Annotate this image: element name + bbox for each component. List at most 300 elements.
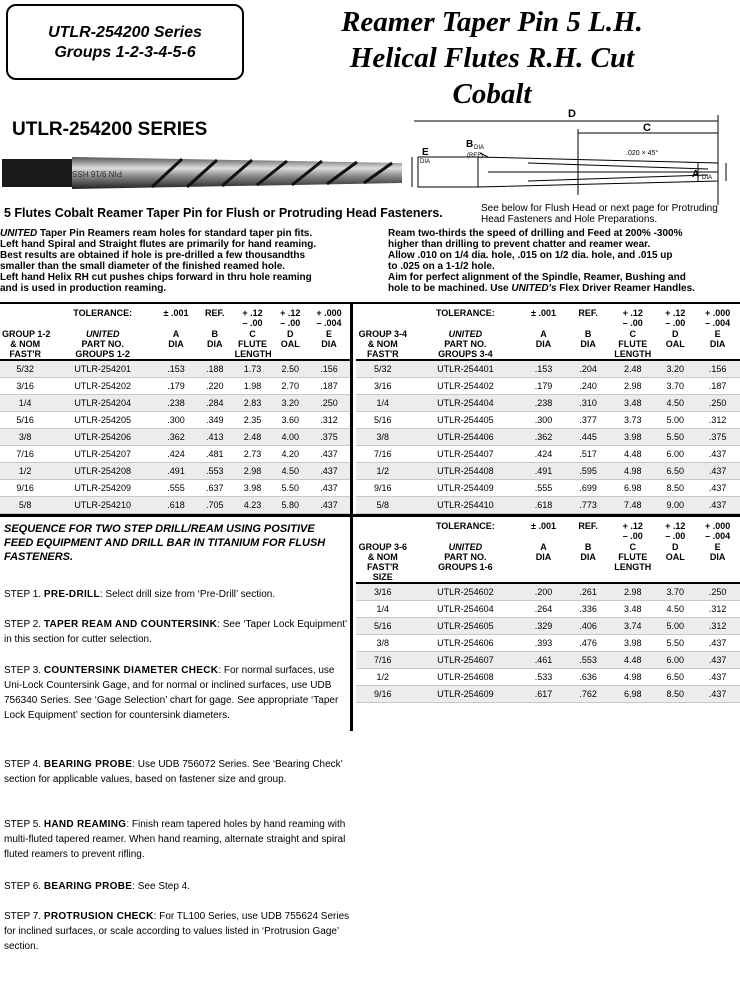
table-cell: 8.50 — [655, 686, 695, 703]
dim-label-b-ref: (REF) — [467, 153, 483, 159]
step-number: STEP 7. — [4, 911, 44, 922]
table-cell: .336 — [566, 601, 611, 618]
table-cell: 5.50 — [272, 480, 308, 497]
table-row — [0, 378, 350, 395]
table-row — [356, 378, 740, 395]
table-cell: .312 — [695, 618, 740, 635]
table-cell: .437 — [695, 669, 740, 686]
table-cell: 3.48 — [610, 395, 655, 412]
tolerance-c: + .12 – .00 — [622, 521, 643, 541]
series-heading: UTLR-254200 SERIES — [12, 119, 208, 140]
column-header-c: C FLUTE LENGTH — [610, 541, 655, 583]
table-cell: .553 — [566, 652, 611, 669]
table-cell: 5/8 — [0, 497, 50, 514]
table-cell: 1/2 — [0, 463, 50, 480]
table-cell: 9/16 — [356, 686, 410, 703]
step-text: : Use UDB 756072 Series. See ‘Bearing Check’ section for applicable values, based on fastener size and group. — [4, 759, 343, 785]
step-text: : See ‘Taper Lock Equipment’ in this section for cutter selection. — [4, 619, 347, 645]
tolerance-spacer — [356, 308, 410, 328]
table-cell: 3/8 — [0, 429, 50, 446]
table-cell: 3.20 — [272, 395, 308, 412]
table-cell: .595 — [566, 463, 611, 480]
dim-label-a-sub: DIA — [702, 175, 713, 181]
tolerance-spacer — [0, 308, 50, 328]
spec-table-groups-1-2 — [0, 308, 350, 514]
table-cell: .240 — [566, 378, 611, 395]
column-header-part: UNITED PART NO. GROUPS 3-4 — [410, 328, 522, 360]
intro-right-line-5: Aim for perfect alignment of the Spindle, Reamer, Bushing and — [388, 272, 686, 283]
dim-chamfer: .020 × 45° — [626, 150, 659, 157]
table-cell: .312 — [308, 412, 350, 429]
table-cell: UTLR-254410 — [410, 497, 522, 514]
table-cell: UTLR-254406 — [410, 429, 522, 446]
table-cell: 1/4 — [356, 601, 410, 618]
step-text: : See Step 4. — [132, 881, 191, 892]
table-cell: UTLR-254605 — [410, 618, 522, 635]
table-row — [0, 429, 350, 446]
table-cell: .437 — [695, 635, 740, 652]
table-cell: .491 — [521, 463, 566, 480]
table-cell: .238 — [521, 395, 566, 412]
column-header-c: C FLUTE LENGTH — [610, 328, 655, 360]
table-cell: 3.98 — [610, 635, 655, 652]
table-cell: UTLR-254606 — [410, 635, 522, 652]
table-cell: 1.73 — [233, 360, 273, 378]
table-cell: .377 — [566, 412, 611, 429]
table-cell: UTLR-254408 — [410, 463, 522, 480]
table-cell: .437 — [695, 652, 740, 669]
tolerance-e: + .000 – .004 — [316, 308, 342, 328]
table-cell: .437 — [695, 480, 740, 497]
table-cell: 5.50 — [655, 429, 695, 446]
table-cell: 5/32 — [0, 360, 50, 378]
step-number: STEP 1. — [4, 589, 44, 600]
table-cell: UTLR-254210 — [50, 497, 155, 514]
sequence-step — [4, 817, 350, 862]
table-cell: 2.73 — [233, 446, 273, 463]
table-cell: .437 — [695, 446, 740, 463]
table-cell: .424 — [521, 446, 566, 463]
table-cell: .437 — [308, 480, 350, 497]
table-cell: 4.98 — [610, 669, 655, 686]
table-cell: .250 — [695, 583, 740, 601]
tolerance-b: REF. — [578, 308, 598, 318]
intro-right-line-1: Ream two-thirds the speed of drilling and Feed at 200% -300% — [388, 228, 683, 239]
table-cell: UTLR-254202 — [50, 378, 155, 395]
dim-label-c: C — [643, 122, 651, 134]
column-header-part: UNITED PART NO. GROUPS 1-6 — [410, 541, 522, 583]
step-heading: PRE-DRILL — [43, 589, 100, 600]
table-cell: .156 — [695, 360, 740, 378]
table-cell: 4.00 — [272, 429, 308, 446]
table-cell: .153 — [521, 360, 566, 378]
table-cell: .555 — [155, 480, 197, 497]
table-row — [356, 463, 740, 480]
intro-left-line-1: Taper Pin Reamers ream holes for standard taper pin fits. — [37, 228, 313, 239]
table-cell: .437 — [695, 463, 740, 480]
column-header-group: GROUP 3-4 & NOM FAST'R — [356, 328, 410, 360]
table-cell: 4.50 — [655, 601, 695, 618]
table-cell: .300 — [521, 412, 566, 429]
table-cell: UTLR-254206 — [50, 429, 155, 446]
table-cell: 2.35 — [233, 412, 273, 429]
table-cell: 2.50 — [272, 360, 308, 378]
table-cell: .705 — [197, 497, 233, 514]
table-cell: .188 — [197, 360, 233, 378]
table-cell: UTLR-254608 — [410, 669, 522, 686]
table-cell: .533 — [521, 669, 566, 686]
table-cell: UTLR-254201 — [50, 360, 155, 378]
intro-right — [388, 228, 738, 294]
step-text: : Select drill size from ‘Pre-Drill’ section. — [99, 589, 276, 600]
table-cell: .264 — [521, 601, 566, 618]
tolerance-d: + .12 – .00 — [665, 521, 686, 541]
sub-heading: 5 Flutes Cobalt Reamer Taper Pin for Flush or Protruding Head Fasteners. — [4, 206, 443, 220]
table-cell: 1/2 — [356, 669, 410, 686]
table-row — [356, 480, 740, 497]
tolerance-a: ± .001 — [531, 308, 556, 318]
table-cell: 3.98 — [233, 480, 273, 497]
page-title — [252, 4, 732, 112]
column-header-d: D OAL — [655, 328, 695, 360]
table-cell: 1.98 — [233, 378, 273, 395]
badge-series: UTLR-254200 Series — [48, 24, 202, 41]
dim-label-b: B — [466, 139, 474, 150]
table-row — [356, 412, 740, 429]
table-cell: 7.48 — [610, 497, 655, 514]
table-cell: UTLR-254607 — [410, 652, 522, 669]
table-cell: 6.50 — [655, 463, 695, 480]
column-header-b: B DIA — [197, 328, 233, 360]
divider-vertical-upper — [350, 304, 353, 517]
title-line-2: Helical Flutes R.H. Cut — [349, 42, 635, 74]
table-cell: 5/16 — [0, 412, 50, 429]
table-cell: .437 — [695, 497, 740, 514]
table-cell: .156 — [308, 360, 350, 378]
divider-vertical-lower — [350, 517, 353, 731]
table-cell: .375 — [308, 429, 350, 446]
table-cell: 6.98 — [610, 686, 655, 703]
tolerance-label: TOLERANCE: — [435, 521, 495, 531]
table-cell: .179 — [155, 378, 197, 395]
table-cell: 5.00 — [655, 618, 695, 635]
table-cell: UTLR-254402 — [410, 378, 522, 395]
table-cell: 3.20 — [655, 360, 695, 378]
table-cell: .461 — [521, 652, 566, 669]
table-cell: .284 — [197, 395, 233, 412]
table-cell: UTLR-254404 — [410, 395, 522, 412]
intro-left-line-2: Left hand Spiral and Straight flutes are primarily for hand reaming. — [0, 239, 317, 250]
table-cell: 5/16 — [356, 412, 410, 429]
table-cell: 4.50 — [272, 463, 308, 480]
dim-label-d: D — [568, 108, 576, 120]
table-cell: 5.80 — [272, 497, 308, 514]
table-cell: 7/16 — [356, 446, 410, 463]
table-row — [356, 601, 740, 618]
table-cell: 3/8 — [356, 429, 410, 446]
table-cell: 5/32 — [356, 360, 410, 378]
table-cell: .424 — [155, 446, 197, 463]
table-cell: .312 — [695, 601, 740, 618]
table-cell: 1/4 — [356, 395, 410, 412]
tolerance-a: ± .001 — [531, 521, 556, 531]
tolerance-e: + .000 – .004 — [705, 308, 731, 328]
table-cell: 1/2 — [356, 463, 410, 480]
dim-label-e-sub: DIA — [420, 159, 431, 165]
table-row — [356, 652, 740, 669]
table-cell: 8.50 — [655, 480, 695, 497]
table-cell: UTLR-254609 — [410, 686, 522, 703]
table-cell: .553 — [197, 463, 233, 480]
table-cell: .406 — [566, 618, 611, 635]
table-cell: UTLR-254204 — [50, 395, 155, 412]
table-cell: 4.23 — [233, 497, 273, 514]
table-cell: UTLR-254205 — [50, 412, 155, 429]
table-row — [356, 618, 740, 635]
table-cell: .517 — [566, 446, 611, 463]
table-cell: .204 — [566, 360, 611, 378]
table-cell: .437 — [308, 463, 350, 480]
table-cell: .393 — [521, 635, 566, 652]
table-cell: UTLR-254602 — [410, 583, 522, 601]
column-header-e: E DIA — [695, 328, 740, 360]
table-row — [356, 635, 740, 652]
intro-left-line-6: and is used in production reaming. — [0, 283, 167, 294]
table-cell: 1/4 — [0, 395, 50, 412]
table-cell: 5/16 — [356, 618, 410, 635]
table-cell: .555 — [521, 480, 566, 497]
intro-right-brand: UNITED's — [511, 283, 557, 294]
table-cell: UTLR-254407 — [410, 446, 522, 463]
table-cell: 2.83 — [233, 395, 273, 412]
table-cell: .618 — [521, 497, 566, 514]
table-cell: 2.98 — [610, 378, 655, 395]
tool-marking: PIN 9/16 HSS — [72, 169, 122, 178]
table-cell: UTLR-254209 — [50, 480, 155, 497]
table-cell: .349 — [197, 412, 233, 429]
table-cell: 6.00 — [655, 652, 695, 669]
table-row — [356, 686, 740, 703]
step-text: : For TL100 Series, use UDB 755624 Series for inclined surfaces, or scale according to values listed in ‘Protrusion Gage’ section. — [4, 911, 350, 952]
table-cell: .261 — [566, 583, 611, 601]
table-cell: .312 — [695, 412, 740, 429]
sequence-step — [4, 587, 350, 602]
tolerance-b: REF. — [578, 521, 598, 531]
tolerance-spacer — [356, 521, 410, 541]
table-cell: .250 — [308, 395, 350, 412]
title-line-3: Cobalt — [452, 78, 532, 110]
table-cell: 4.20 — [272, 446, 308, 463]
intro-right-line-3: Allow .010 on 1/4 dia. hole, .015 on 1/2 dia. hole, and .015 up — [388, 250, 673, 261]
table-cell: .773 — [566, 497, 611, 514]
table-cell: 9/16 — [0, 480, 50, 497]
column-header-a: A DIA — [155, 328, 197, 360]
table-row — [356, 497, 740, 514]
badge-groups: Groups 1-2-3-4-5-6 — [54, 44, 196, 61]
column-header-group: GROUP 1-2 & NOM FAST'R — [2, 329, 51, 359]
column-header-d: D OAL — [272, 328, 308, 360]
intro-right-line-6c: Flex Driver Reamer Handles. — [556, 283, 695, 294]
step-number: STEP 6. — [4, 881, 44, 892]
table-row — [0, 360, 350, 378]
dim-label-e: E — [422, 147, 429, 158]
column-header-b: B DIA — [566, 328, 611, 360]
table-cell: .491 — [155, 463, 197, 480]
tolerance-b: REF. — [205, 308, 225, 318]
table-cell: 4.48 — [610, 446, 655, 463]
column-header-e: E DIA — [695, 541, 740, 583]
table-cell: UTLR-254208 — [50, 463, 155, 480]
column-header-group: GROUP 3-6 & NOM FAST'R SIZE — [356, 541, 410, 583]
table-row — [356, 429, 740, 446]
tolerance-label: TOLERANCE: — [435, 308, 495, 318]
table-cell: .762 — [566, 686, 611, 703]
step-heading: TAPER REAM AND COUNTERSINK — [43, 619, 218, 630]
step-heading: HAND REAMING — [43, 819, 127, 830]
table-cell: .437 — [308, 497, 350, 514]
table-cell: UTLR-254405 — [410, 412, 522, 429]
table-cell: UTLR-254207 — [50, 446, 155, 463]
table-cell: 6.98 — [610, 480, 655, 497]
tolerance-label: TOLERANCE: — [73, 308, 133, 318]
table-cell: .362 — [521, 429, 566, 446]
table-cell: UTLR-254409 — [410, 480, 522, 497]
tolerance-a: ± .001 — [163, 308, 189, 318]
table-cell: 9/16 — [356, 480, 410, 497]
table-row — [0, 395, 350, 412]
table-cell: 3.98 — [610, 429, 655, 446]
table-row — [356, 360, 740, 378]
table-cell: .220 — [197, 378, 233, 395]
table-cell: UTLR-254604 — [410, 601, 522, 618]
table-cell: .200 — [521, 583, 566, 601]
tolerance-d: + .12 – .00 — [280, 308, 301, 328]
divider-middle — [0, 514, 740, 517]
divider-top — [0, 302, 740, 304]
table-cell: 3.70 — [655, 378, 695, 395]
side-note: See below for Flush Head or next page for Protruding Head Fasteners and Hole Preparations. — [481, 203, 718, 225]
table-cell: .375 — [695, 429, 740, 446]
sequence-step — [4, 617, 350, 647]
spec-table-groups-3-6 — [356, 521, 740, 703]
table-cell: 2.48 — [610, 360, 655, 378]
intro-left — [0, 228, 360, 294]
table-cell: .476 — [566, 635, 611, 652]
step-number: STEP 2. — [4, 619, 44, 630]
tolerance-e: + .000 – .004 — [705, 521, 731, 541]
table-cell: .699 — [566, 480, 611, 497]
table-cell: .437 — [695, 686, 740, 703]
table-cell: .300 — [155, 412, 197, 429]
table-cell: 7/16 — [356, 652, 410, 669]
table-cell: 4.98 — [610, 463, 655, 480]
table-cell: 7/16 — [0, 446, 50, 463]
table-cell: .187 — [308, 378, 350, 395]
table-row — [0, 497, 350, 514]
sequence-title: SEQUENCE FOR TWO STEP DRILL/REAM USING POSITIVE FEED EQUIPMENT AND DRILL BAR IN TITANIUM FOR FLUSH FASTENERS. — [4, 523, 326, 563]
table-cell: .250 — [695, 395, 740, 412]
table-cell: .617 — [521, 686, 566, 703]
intro-left-line-3: Best results are obtained if hole is pre-drilled a few thousandths — [0, 250, 306, 261]
table-row — [356, 583, 740, 601]
table-row — [0, 463, 350, 480]
table-cell: 3.74 — [610, 618, 655, 635]
dim-label-a: A — [692, 169, 700, 180]
tolerance-d: + .12 – .00 — [665, 308, 686, 328]
table-cell: 5.50 — [655, 635, 695, 652]
table-cell: .153 — [155, 360, 197, 378]
table-cell: .362 — [155, 429, 197, 446]
step-heading: BEARING PROBE — [43, 881, 133, 892]
table-cell: .179 — [521, 378, 566, 395]
table-cell: .618 — [155, 497, 197, 514]
column-header-part: UNITED PART NO. GROUPS 1-2 — [50, 328, 155, 360]
table-cell: .187 — [695, 378, 740, 395]
table-cell: 2.98 — [233, 463, 273, 480]
table-cell: .310 — [566, 395, 611, 412]
table-cell: .437 — [308, 446, 350, 463]
sequence-step — [4, 879, 350, 894]
table-cell: .238 — [155, 395, 197, 412]
table-cell: .413 — [197, 429, 233, 446]
step-heading: COUNTERSINK DIAMETER CHECK — [43, 665, 219, 676]
table-cell: 4.48 — [610, 652, 655, 669]
table-cell: 3.70 — [655, 583, 695, 601]
table-cell: 6.50 — [655, 669, 695, 686]
intro-right-line-6a: hole to be machined. Use — [388, 283, 512, 294]
intro-right-line-2: higher than drilling to prevent chatter and reamer wear. — [388, 239, 651, 250]
table-cell: .637 — [197, 480, 233, 497]
table-cell: 3/8 — [356, 635, 410, 652]
intro-right-line-4: to .025 on a 1-1/2 hole. — [388, 261, 495, 272]
column-header-d: D OAL — [655, 541, 695, 583]
table-row — [0, 446, 350, 463]
table-cell: 3.73 — [610, 412, 655, 429]
column-header-a: A DIA — [521, 328, 566, 360]
intro-left-line-4: smaller than the small diameter of the finished reamed hole. — [0, 261, 286, 272]
step-text: : Finish ream tapered holes by hand reaming with multi-fluted tapered reamer. When hand reaming, alternate straight and spiral fluted reamers to prevent rifling. — [4, 819, 346, 860]
table-cell: 3/16 — [356, 583, 410, 601]
column-header-c: C FLUTE LENGTH — [234, 329, 272, 359]
table-cell: 2.70 — [272, 378, 308, 395]
column-header-a: A DIA — [521, 541, 566, 583]
series-badge — [6, 4, 244, 80]
table-cell: UTLR-254401 — [410, 360, 522, 378]
sequence-step — [4, 757, 350, 787]
table-cell: 9.00 — [655, 497, 695, 514]
table-cell: 3.48 — [610, 601, 655, 618]
tolerance-c: + .12 – .00 — [622, 308, 643, 328]
table-cell: 4.50 — [655, 395, 695, 412]
sequence-step — [4, 663, 350, 723]
reamer-tool-image — [2, 153, 402, 193]
spec-table-groups-3-4 — [356, 308, 740, 514]
table-cell: 2.98 — [610, 583, 655, 601]
table-cell: 3.60 — [272, 412, 308, 429]
table-row — [356, 395, 740, 412]
table-cell: 5/8 — [356, 497, 410, 514]
table-cell: .481 — [197, 446, 233, 463]
table-cell: 3/16 — [356, 378, 410, 395]
table-row — [356, 446, 740, 463]
intro-left-line-5: Left hand Helix RH cut pushes chips forward in thru hole reaming — [0, 272, 312, 283]
title-line-1: Reamer Taper Pin 5 L.H. — [341, 6, 643, 38]
table-cell: .445 — [566, 429, 611, 446]
step-number: STEP 4. — [4, 759, 44, 770]
table-cell: .329 — [521, 618, 566, 635]
reamer-dimension-diagram — [408, 105, 734, 205]
table-cell: 6.00 — [655, 446, 695, 463]
